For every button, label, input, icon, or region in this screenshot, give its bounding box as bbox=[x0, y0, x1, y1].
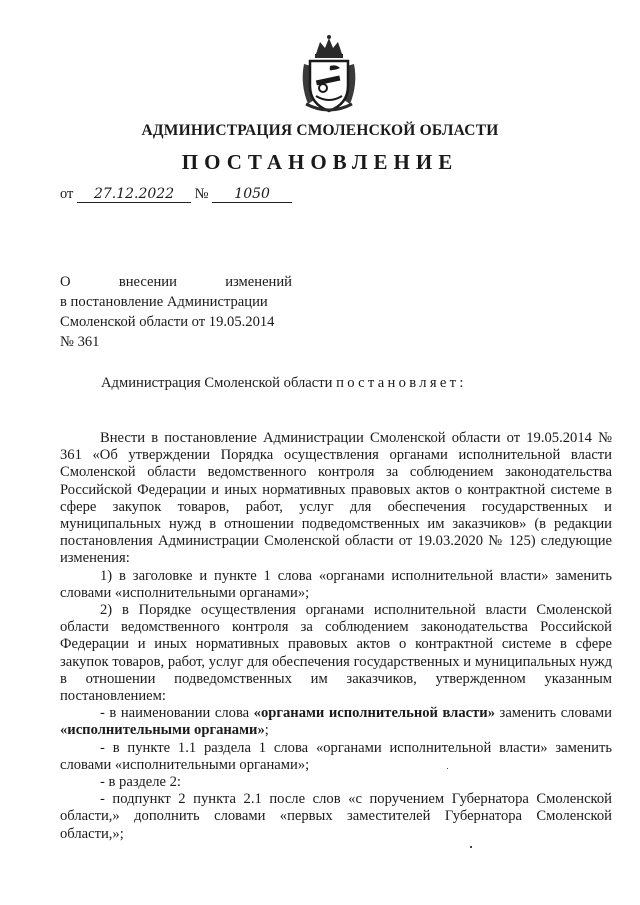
body-subitem-2: - в пункте 1.1 раздела 1 слова «органами исполнительной власти» заменить словами «исполнительными органами»; bbox=[60, 739, 612, 773]
subitem-1-text-b: заменить словами bbox=[495, 705, 612, 722]
document-type-title: ПОСТАНОВЛЕНИЕ bbox=[181, 150, 459, 174]
number-prefix: № bbox=[194, 186, 209, 202]
document-number: 1050 bbox=[212, 186, 292, 203]
body-subitem-4: - подпункт 2 пункта 2.1 после слов «с поручением Губернатора Смоленской области,» дополнить словами «первых заместителей Губернатора Смоленской области,»; bbox=[60, 791, 612, 842]
scan-speck bbox=[470, 846, 472, 848]
date-prefix: от bbox=[60, 186, 74, 202]
subitem-1-bold-a: «органами исполнительной власти» bbox=[253, 705, 496, 722]
subject-line-3: Смоленской области от 19.05.2014 bbox=[60, 314, 275, 330]
body-item-2: 2) в Порядке осуществления органами исполнительной власти Смоленской области ведомственного контроля за соблюдением законодательства Российской Федерации и иных нормативных правовых актов о контрактной системе в сфере закупок товаров, работ, услуг для обеспечения государственных и муниципальных нужд в отношении подведомственных им заказчиков, утвержденном указанным постановлением: bbox=[60, 602, 612, 705]
coat-of-arms-emblem bbox=[296, 34, 362, 114]
document-date: 27.12.2022 bbox=[77, 186, 191, 203]
body-subitem-1 bbox=[60, 705, 612, 739]
subject-block bbox=[60, 272, 292, 352]
subject-line-2: в постановление Администрации bbox=[60, 294, 268, 310]
organization-title: АДМИНИСТРАЦИЯ СМОЛЕНСКОЙ ОБЛАСТИ bbox=[141, 122, 499, 139]
subject-word-1: О bbox=[60, 274, 71, 290]
subject-line-1 bbox=[60, 272, 292, 292]
body-intro-paragraph: Внести в постановление Администрации Смоленской области от 19.05.2014 № 361 «Об утверждении Порядка осуществления органами исполнительной власти Смоленской области ведомственного контроля за соблюдением законодательства Российской Федерации и иных нормативных правовых актов о контрактной системе в сфере закупок товаров, работ, услуг для обеспечения государственных и муниципальных нужд в отношении подведомственных им заказчиков» (в редакции постановления Администрации Смоленской области от 19.03.2020 № 125) следующие изменения: bbox=[60, 430, 612, 567]
date-number-line bbox=[60, 186, 292, 203]
preamble-verb: постановляет: bbox=[336, 375, 467, 391]
subject-word-2: внесении bbox=[118, 274, 177, 290]
document-body bbox=[60, 430, 612, 843]
subitem-1-text-c: ; bbox=[264, 722, 269, 739]
subject-line-4: № 361 bbox=[60, 334, 100, 350]
subitem-1-bold-b: «исполнительными органами» bbox=[60, 722, 265, 739]
subject-word-3: изменений bbox=[225, 274, 292, 290]
body-item-1: 1) в заголовке и пункте 1 слова «органами исполнительной власти» заменить словами «исполнительными органами»; bbox=[60, 567, 612, 601]
preamble-lead: Администрация Смоленской области bbox=[101, 375, 337, 391]
scan-speck bbox=[447, 768, 448, 769]
preamble bbox=[101, 375, 467, 392]
body-subitem-3: - в разделе 2: bbox=[100, 774, 181, 791]
subitem-1-text-a: - в наименовании слова bbox=[100, 705, 254, 722]
